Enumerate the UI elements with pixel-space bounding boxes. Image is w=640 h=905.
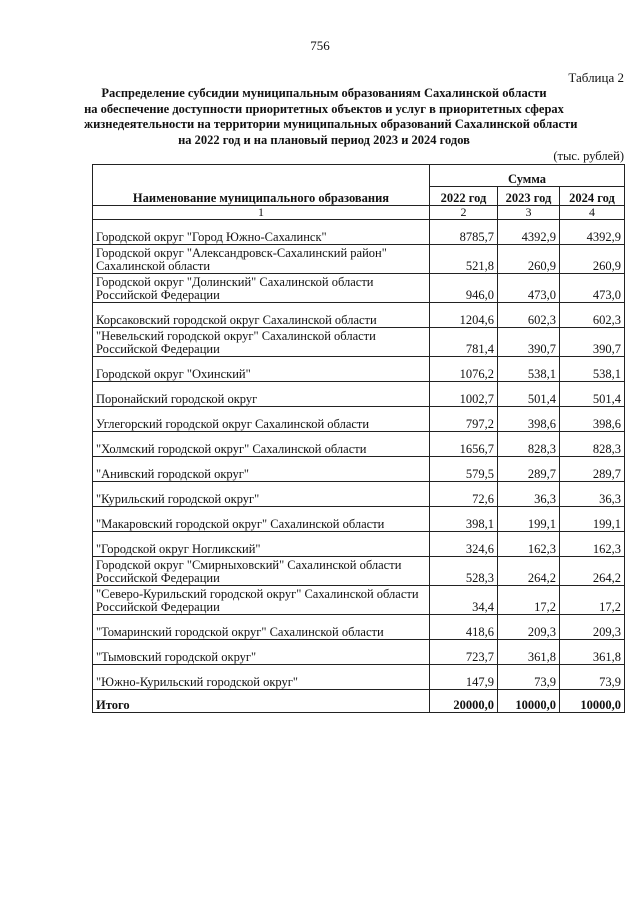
title-line: жизнедеятельности на территории муниципальных образований Сахалинской области: [84, 117, 578, 131]
value-2022: 528,3: [430, 557, 498, 586]
table-row: [93, 274, 625, 303]
value-2022: 946,0: [430, 274, 498, 303]
municipality-name: Городской округ "Город Южно-Сахалинск": [93, 220, 430, 245]
value-2024: 17,2: [560, 586, 625, 615]
table-row: [93, 557, 625, 586]
value-2022: 1204,6: [430, 303, 498, 328]
value-2022: 72,6: [430, 482, 498, 507]
value-2023: 209,3: [498, 615, 560, 640]
value-2023: 73,9: [498, 665, 560, 690]
table-row: [93, 220, 625, 245]
total-2023: 10000,0: [498, 690, 560, 713]
value-2024: 602,3: [560, 303, 625, 328]
table-row: [93, 357, 625, 382]
column-number: 2: [430, 206, 498, 220]
value-2024: 390,7: [560, 328, 625, 357]
municipality-name: Городской округ "Охинский": [93, 357, 430, 382]
value-2024: 260,9: [560, 245, 625, 274]
page-number: 756: [310, 38, 330, 53]
value-2024: 828,3: [560, 432, 625, 457]
total-2022: 20000,0: [430, 690, 498, 713]
total-label: Итого: [93, 690, 430, 713]
header-year-2022: 2022 год: [430, 186, 498, 205]
value-2022: 1076,2: [430, 357, 498, 382]
table-row: [93, 615, 625, 640]
units-note: (тыс. рублей): [553, 149, 624, 163]
value-2024: 264,2: [560, 557, 625, 586]
municipality-name: "Городской округ Ногликский": [93, 532, 430, 557]
table-row: [93, 640, 625, 665]
header-name: Наименование муниципального образования: [93, 165, 430, 206]
value-2023: 260,9: [498, 245, 560, 274]
title-line: на 2022 год и на плановый период 2023 и 2024 годов: [178, 132, 470, 147]
value-2023: 361,8: [498, 640, 560, 665]
value-2023: 4392,9: [498, 220, 560, 245]
title-line: Распределение субсидии муниципальным образованиям Сахалинской области: [101, 86, 547, 100]
table-row: [93, 432, 625, 457]
municipality-name: Городской округ "Смирныховский" Сахалинской области Российской Федерации: [93, 557, 430, 586]
value-2022: 324,6: [430, 532, 498, 557]
value-2024: 209,3: [560, 615, 625, 640]
header-sum: Сумма: [430, 165, 625, 187]
table-label: Таблица 2: [568, 70, 624, 85]
value-2024: 538,1: [560, 357, 625, 382]
value-2023: 602,3: [498, 303, 560, 328]
value-2023: 501,4: [498, 382, 560, 407]
municipality-name: Поронайский городской округ: [93, 382, 430, 407]
table-row: [93, 507, 625, 532]
municipality-name: "Томаринский городской округ" Сахалинской области: [93, 615, 430, 640]
total-2024: 10000,0: [560, 690, 625, 713]
value-2022: 723,7: [430, 640, 498, 665]
municipality-name: "Тымовский городской округ": [93, 640, 430, 665]
value-2024: 289,7: [560, 457, 625, 482]
header-year-2023: 2023 год: [498, 186, 560, 205]
total-row: [93, 690, 625, 713]
value-2023: 36,3: [498, 482, 560, 507]
municipality-name: "Невельский городской округ" Сахалинской области Российской Федерации: [93, 328, 430, 357]
municipality-name: "Южно-Курильский городской округ": [93, 665, 430, 690]
value-2023: 17,2: [498, 586, 560, 615]
value-2023: 264,2: [498, 557, 560, 586]
value-2022: 8785,7: [430, 220, 498, 245]
value-2023: 199,1: [498, 507, 560, 532]
municipality-name: "Макаровский городской округ" Сахалинской области: [93, 507, 430, 532]
table-row: [93, 382, 625, 407]
document-title: [84, 86, 578, 148]
table-row: [93, 532, 625, 557]
value-2024: 162,3: [560, 532, 625, 557]
value-2022: 418,6: [430, 615, 498, 640]
value-2023: 289,7: [498, 457, 560, 482]
value-2023: 538,1: [498, 357, 560, 382]
table-row: [93, 303, 625, 328]
column-number: 3: [498, 206, 560, 220]
table-row: [93, 407, 625, 432]
municipality-name: "Анивский городской округ": [93, 457, 430, 482]
value-2023: 473,0: [498, 274, 560, 303]
value-2022: 521,8: [430, 245, 498, 274]
value-2023: 162,3: [498, 532, 560, 557]
municipality-name: Корсаковский городской округ Сахалинской области: [93, 303, 430, 328]
municipality-name: Городской округ "Долинский" Сахалинской области Российской Федерации: [93, 274, 430, 303]
value-2022: 1656,7: [430, 432, 498, 457]
municipality-name: "Холмский городской округ" Сахалинской области: [93, 432, 430, 457]
table-row: [93, 328, 625, 357]
column-number: 1: [93, 206, 430, 220]
value-2022: 1002,7: [430, 382, 498, 407]
value-2023: 828,3: [498, 432, 560, 457]
value-2022: 34,4: [430, 586, 498, 615]
value-2023: 398,6: [498, 407, 560, 432]
value-2022: 398,1: [430, 507, 498, 532]
value-2022: 797,2: [430, 407, 498, 432]
subsidy-table: [92, 164, 625, 713]
value-2022: 781,4: [430, 328, 498, 357]
municipality-name: Углегорский городской округ Сахалинской области: [93, 407, 430, 432]
table-row: [93, 482, 625, 507]
column-number: 4: [560, 206, 625, 220]
value-2024: 361,8: [560, 640, 625, 665]
value-2022: 579,5: [430, 457, 498, 482]
municipality-name: "Северо-Курильский городской округ" Сахалинской области Российской Федерации: [93, 586, 430, 615]
value-2024: 199,1: [560, 507, 625, 532]
value-2024: 4392,9: [560, 220, 625, 245]
table-row: [93, 665, 625, 690]
table-row: [93, 457, 625, 482]
table-row: [93, 245, 625, 274]
value-2024: 398,6: [560, 407, 625, 432]
value-2023: 390,7: [498, 328, 560, 357]
header-year-2024: 2024 год: [560, 186, 625, 205]
municipality-name: "Курильский городской округ": [93, 482, 430, 507]
municipality-name: Городской округ "Александровск-Сахалинский район" Сахалинской области: [93, 245, 430, 274]
value-2022: 147,9: [430, 665, 498, 690]
value-2024: 501,4: [560, 382, 625, 407]
value-2024: 73,9: [560, 665, 625, 690]
title-line: на обеспечение доступности приоритетных объектов и услуг в приоритетных сферах: [84, 101, 564, 116]
table-row: [93, 586, 625, 615]
value-2024: 473,0: [560, 274, 625, 303]
value-2024: 36,3: [560, 482, 625, 507]
